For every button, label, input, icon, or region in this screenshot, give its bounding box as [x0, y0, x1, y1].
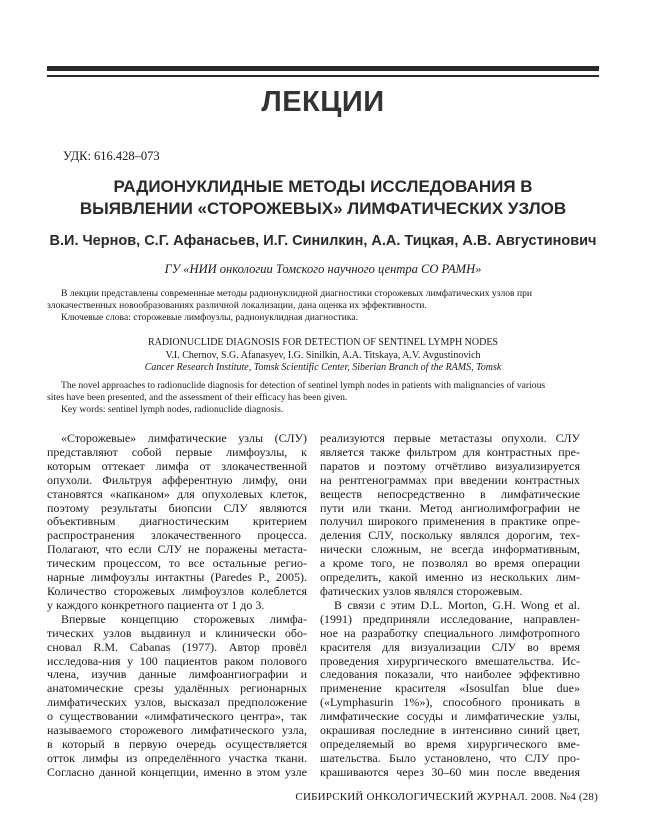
body-text-line: объективным диагностическим критерием — [47, 514, 307, 529]
article-title — [40, 176, 606, 220]
body-text-line: а кроме того, не позволял во время операции — [320, 556, 580, 571]
body-text-line: ное на разработку специального лимфотропного — [320, 625, 580, 640]
body-text-line: паратов и поэтому отчётливо визуализируется — [320, 458, 580, 473]
body-text-line: на рентгенограммах при введении контрастных — [320, 472, 580, 487]
english-header — [0, 337, 646, 375]
abstract-ru-line: злокачественных новообразованиях различной локализации, дана оценка их эффективности. — [47, 300, 427, 311]
body-text-line: тическим процессом, то все остальные регио- — [47, 556, 307, 571]
section-title: ЛЕКЦИИ — [261, 86, 385, 118]
body-column-left — [47, 432, 307, 780]
authors: В.И. Чернов, С.Г. Афанасьев, И.Г. Синилкин, А.А. Тицкая, А.В. Августинович — [49, 233, 597, 249]
body-text-line: пути или ткани. Метод ангиолимфографии не — [320, 500, 580, 515]
article-title-line: ВЫЯВЛЕНИИ «СТОРОЖЕВЫХ» ЛИМФАТИЧЕСКИХ УЗЛОВ — [79, 199, 567, 218]
body-text-line: определить, какой именно из нескольких лим- — [320, 570, 580, 585]
body-text-line: представляют собой первые лимфоузлы, к — [47, 444, 307, 459]
body-text-line: «Сторожевые» лимфатические узлы (СЛУ) — [61, 431, 307, 445]
keywords-ru: Ключевые слова: сторожевые лимфоузлы, радионуклидная диагностика. — [61, 312, 358, 323]
body-text-line: определяемый во время хирургического вме- — [320, 736, 580, 751]
udk-code: УДК: 616.428–073 — [63, 149, 160, 163]
body-text-line: Полагают, что если СЛУ не поражены метаста- — [47, 542, 307, 557]
body-text-line: деления СЛУ, поскольку являлся дорогим, тех- — [320, 528, 580, 543]
body-text-line: лимфатические сосуды и лимфатические узлы, — [320, 709, 580, 724]
keywords-en: Key words: sentinel lymph nodes, radionuclide diagnosis. — [61, 404, 284, 415]
body-text-line: Впервые концепцию сторожевых лимфа- — [61, 611, 307, 626]
english-title: RADIONUCLIDE DIAGNOSIS FOR DETECTION OF SENTINEL LYMPH NODES — [147, 337, 498, 348]
body-text-line: проведения хирургического вмешательства. Ис- — [320, 653, 580, 668]
english-authors: V.I. Chernov, S.G. Afanasyev, I.G. Sinilkin, A.A. Titskaya, A.V. Avgustinovich — [165, 349, 481, 361]
body-text-line: нарные лимфоузлы интактны (Paredes P., 2005). — [47, 570, 307, 585]
body-text-line: становятся «капканом» для опухолевых клеток, — [47, 486, 307, 501]
body-text-line: отток лимфы из определённого участка ткани. — [47, 750, 307, 765]
body-text-line: фатических узлов являлся сторожевым. — [320, 583, 523, 598]
body-text-line: Согласно данной концепции, именно в этом узле — [47, 764, 307, 779]
journal-footer: СИБИРСКИЙ ОНКОЛОГИЧЕСКИЙ ЖУРНАЛ. 2008. №4 (28) — [295, 791, 598, 803]
body-text-line: исследова-ния у 100 пациентов раком полового — [47, 653, 307, 668]
body-text-line: (1991) предприняли исследование, направлен- — [320, 611, 580, 626]
body-text-line: распространения злокачественного процесса. — [47, 528, 307, 543]
body-text-line: опухоли. Фильтруя афферентную лимфу, они — [47, 472, 307, 487]
body-text-line: анатомические срезы удалённых регионарных — [47, 681, 307, 696]
body-text-line: реализуются первые метастазы опухоли. СЛУ — [320, 431, 580, 445]
header-rule-thick — [47, 66, 599, 71]
body-text-line: красителя для визуализации СЛУ во время — [320, 639, 580, 654]
english-affiliation: Cancer Research Institute, Tomsk Scientific Center, Siberian Branch of the RAMS, Tomsk — [144, 362, 502, 373]
affiliation: ГУ «НИИ онкологии Томского научного центра СО РАМН» — [164, 262, 482, 276]
body-text-line: В связи с этим D.L. Morton, G.H. Wong et al. — [334, 597, 580, 612]
body-text-line: Количество сторожевых лимфоузлов колеблется — [47, 583, 307, 598]
body-text-line: следования показали, что наиболее эффективно — [320, 667, 580, 682]
abstract-ru-line: В лекции представлены современные методы радионуклидной диагностики сторожевых лимфатических узлов при — [61, 288, 533, 299]
abstract-ru — [47, 288, 599, 324]
body-text-line: называемого сторожевого лимфатического узла, — [47, 723, 307, 738]
abstract-en — [47, 380, 599, 416]
header-rule-thin — [47, 75, 599, 77]
body-text-line: сновал R.M. Cabanas (1977). Автор провёл — [47, 639, 307, 654]
body-text-line: о существовании «лимфатического центра», так — [47, 709, 307, 724]
body-text-line: тических узлов выдвинул и клинически обо- — [47, 625, 307, 640]
body-text-line: члена, изучив данные лимфоангиографии и — [47, 667, 307, 682]
body-text-line: нически сложным, не всегда информативным, — [320, 542, 580, 557]
abstract-en-line: The novel approaches to radionuclide diagnosis for detection of sentinel lymph nodes in patients with malignancies of various — [61, 380, 546, 391]
body-text-line: в который в первую очередь осуществляется — [47, 736, 307, 751]
body-column-right — [320, 432, 580, 780]
body-text-line: получил широкого применения в практике опре- — [320, 514, 580, 529]
body-text-line: применение красителя «Isosulfan blue due» — [320, 681, 580, 696]
body-text-line: шательства. Было установлено, что СЛУ про- — [320, 750, 580, 765]
body-text-line: поэтому результаты биопсии СЛУ являются — [47, 500, 307, 515]
body-text-line: веществ непосредственно в лимфатические — [320, 486, 580, 501]
body-text-line: у каждого конкретного пациента от 1 до 3. — [47, 597, 265, 612]
article-title-line: РАДИОНУКЛИДНЫЕ МЕТОДЫ ИССЛЕДОВАНИЯ В — [113, 177, 533, 196]
body-text-line: лимфатических узлов, высказал предположение — [47, 695, 307, 710]
body-text-line: является также фильтром для контрастных пре- — [320, 444, 580, 459]
body-text-line: окрашивая последние в интенсивно синий цвет, — [320, 723, 580, 738]
abstract-en-line: sites have been presented, and the assessment of their efficacy has been given. — [47, 392, 348, 403]
body-text-line: которым оттекает лимфа от злокачественной — [47, 458, 307, 473]
body-text-line: («Lymphasurin 1%»), способного проникать в — [320, 695, 580, 710]
body-text-line: крашиваются через 30–60 мин после введения — [320, 764, 580, 779]
